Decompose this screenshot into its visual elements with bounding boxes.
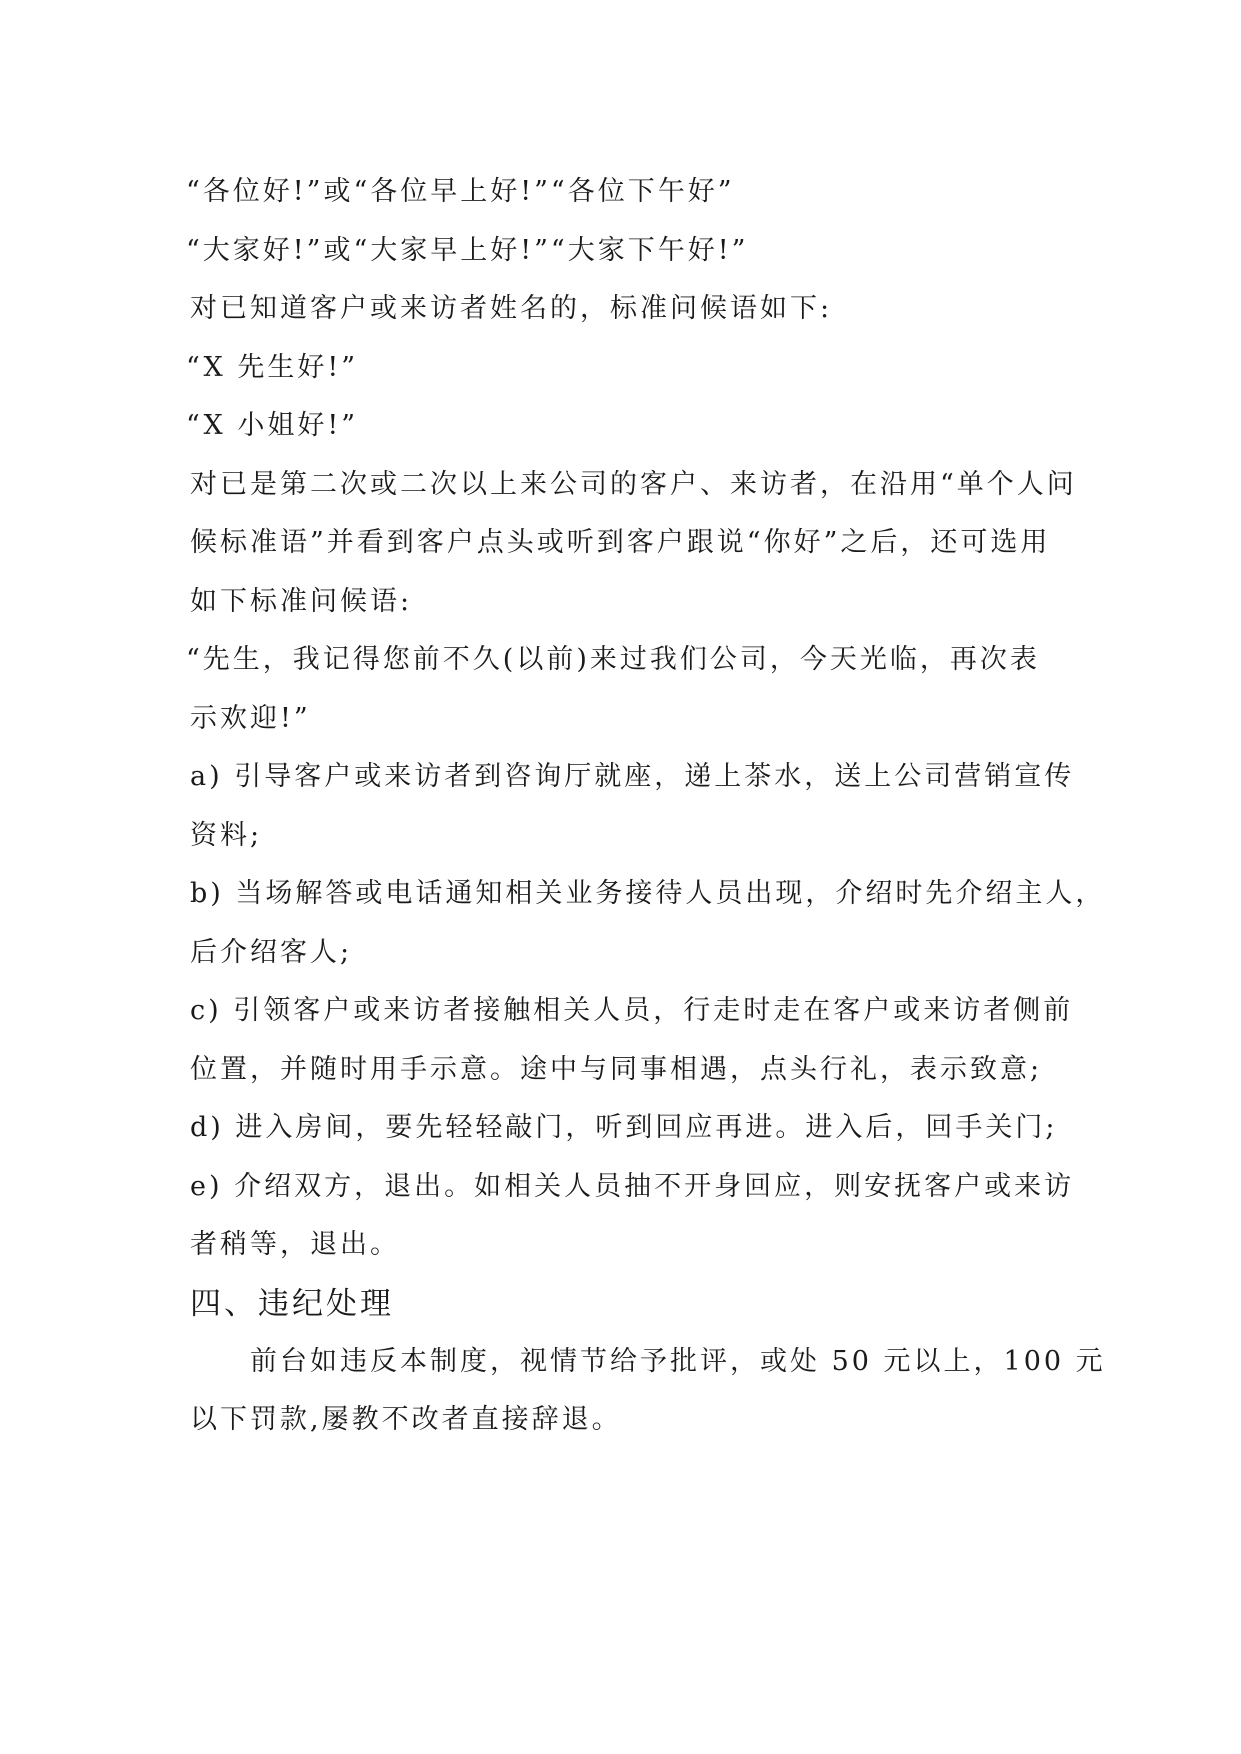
- returning-greeting-line-2: 示欢迎!”: [190, 702, 311, 734]
- greeting-mr: “X 先生好!”: [186, 351, 359, 383]
- greeting-line-all: “大家好!”或“大家早上好!”“大家下午好!”: [186, 234, 749, 266]
- step-b-line-1: b) 当场解答或电话通知相关业务接待人员出现，介绍时先介绍主人，: [190, 878, 1106, 909]
- penalty-paragraph-line-1: 前台如违反本制度，视情节给予批评，或处 50 元以上，100 元: [250, 1345, 1106, 1377]
- step-a-line-1: a) 引导客户或来访者到咨询厅就座，递上茶水，送上公司营销宣传: [190, 761, 1075, 792]
- section-heading: 四、违纪处理: [190, 1285, 394, 1322]
- returning-visitor-line-3: 如下标准问候语:: [190, 585, 413, 617]
- greeting-miss: “X 小姐好!”: [186, 410, 359, 441]
- penalty-paragraph-line-2: 以下罚款,屡教不改者直接辞退。: [190, 1404, 622, 1435]
- document-body: [186, 163, 1106, 1450]
- step-c-line-1: c) 引领客户或来访者接触相关人员，行走时走在客户或来访者侧前: [190, 995, 1074, 1026]
- returning-greeting-line-1: “先生，我记得您前不久(以前)来过我们公司，今天光临，再次表: [186, 644, 1040, 675]
- step-d-line: d) 进入房间，要先轻轻敲门，听到回应再进。进入后，回手关门;: [190, 1112, 1058, 1143]
- step-c-line-2: 位置，并随时用手示意。途中与同事相遇，点头行礼，表示致意;: [190, 1053, 1043, 1085]
- step-b-line-2: 后介绍客人;: [190, 936, 353, 968]
- greeting-line-group: “各位好!”或“各位早上好!”“各位下午好”: [186, 176, 735, 207]
- step-a-line-2: 资料;: [190, 819, 263, 851]
- returning-visitor-line-1: 对已是第二次或二次以上来公司的客户、来访者，在沿用“单个人问: [190, 468, 1077, 500]
- step-e-line-1: e) 介绍双方，退出。如相关人员抽不开身回应，则安抚客户或来访: [190, 1170, 1075, 1202]
- step-e-line-2: 者稍等，退出。: [190, 1229, 400, 1260]
- returning-visitor-line-2: 候标准语”并看到客户点头或听到客户跟说“你好”之后，还可选用: [190, 527, 1051, 558]
- known-name-intro: 对已知道客户或来访者姓名的，标准问候语如下:: [190, 293, 833, 324]
